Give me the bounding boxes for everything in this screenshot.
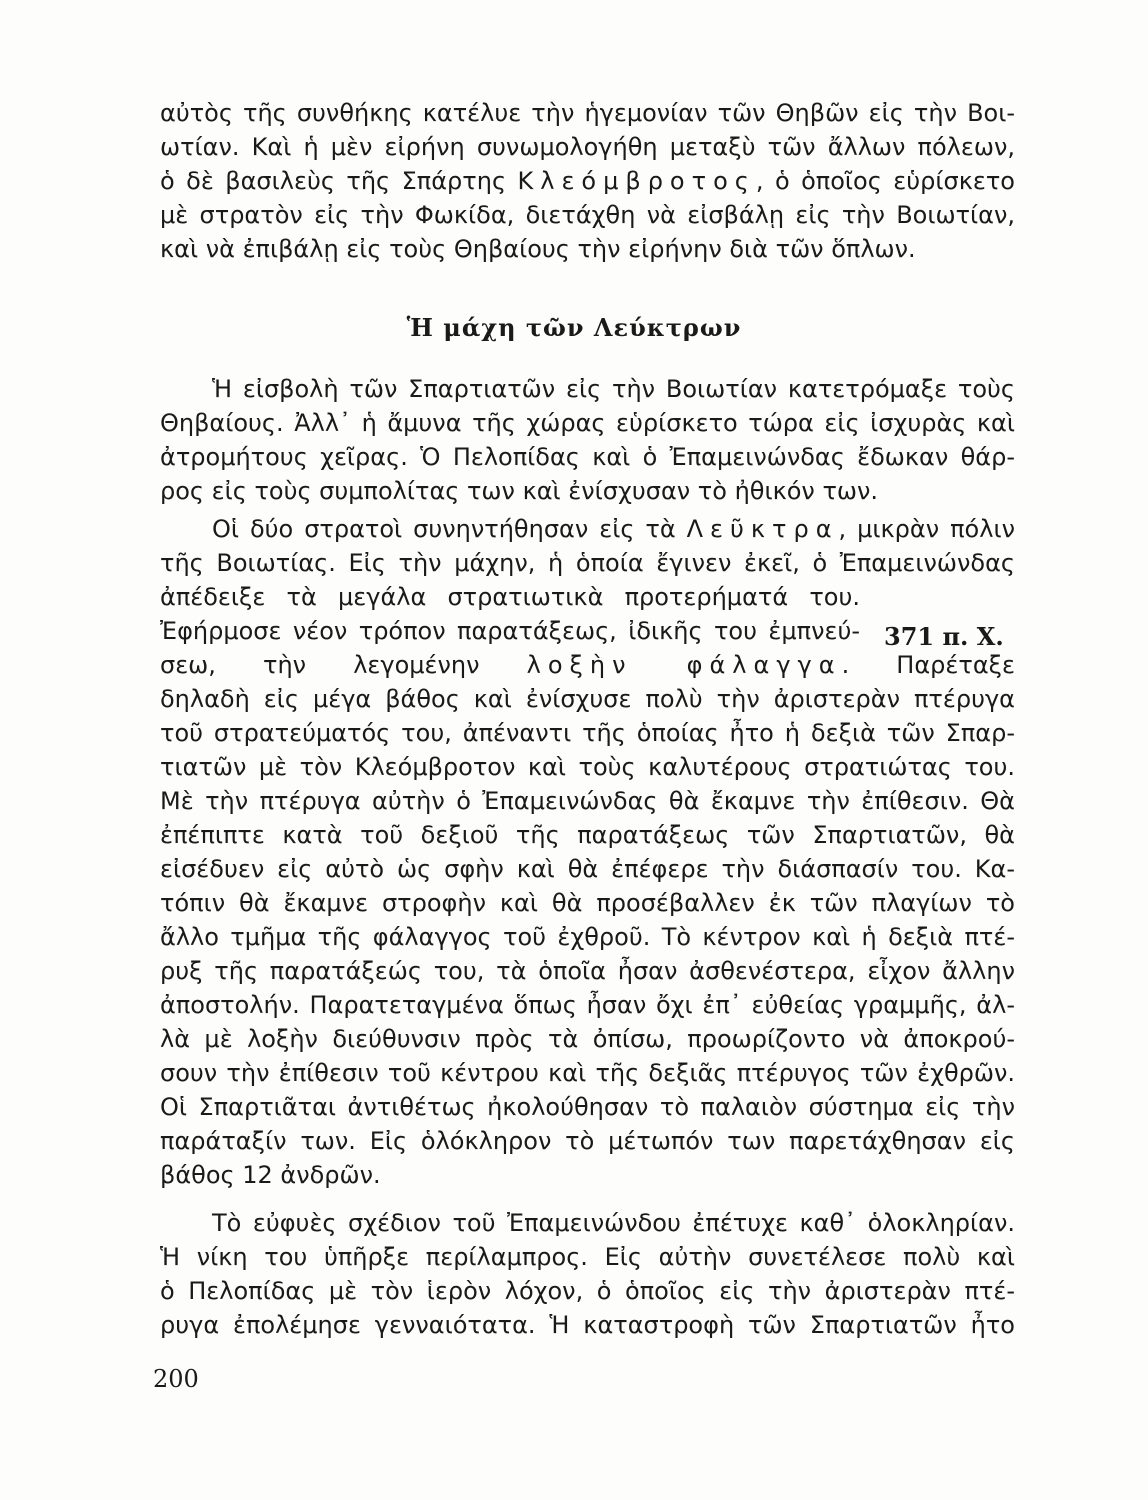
text-line: τοῦ στρατεύματός του, ἀπέναντι τῆς ὁποίας ἦτο ἡ δεξιὰ τῶν Σπαρ- [160,719,1015,747]
text-line: καὶ νὰ ἐπιβάλῃ εἰς τοὺς Θηβαίους τὴν εἰρήνην διὰ τῶν ὅπλων. [160,235,916,263]
text-line: ρυγα ἐπολέμησε γενναιότατα. Ἡ καταστροφὴ τῶν Σπαρτιατῶν ἦτο [160,1311,1015,1339]
text-span: Οἱ δύο στρατοὶ συνηντήθησαν εἰς τὰ [212,515,676,543]
text-line: ἀποστολήν. Παρατεταγμένα ὅπως ἦσαν ὄχι ἐπ᾽ εὐθείας γραμμῆς, ἀλ- [160,991,1015,1019]
text-line: τόπιν θὰ ἔκαμνε στροφὴν καὶ θὰ προσέβαλλεν ἐκ τῶν πλαγίων τὸ [160,889,1015,917]
paragraph-4 [160,1206,1015,1342]
text-line [160,648,1015,682]
text-line: ρος εἰς τοὺς συμπολίτας των καὶ ἐνίσχυσαν τὸ ἠθικόν των. [160,477,879,505]
text-line: δηλαδὴ εἰς μέγα βάθος καὶ ἐνίσχυσε πολὺ τὴν ἀριστερὰν πτέρυγα [160,685,1015,713]
margin-date-note: 371 π. Χ. [876,622,1004,651]
paragraph-2 [160,372,1015,508]
text-span: ὁ δὲ βασιλεὺς τῆς Σπάρτης [160,167,507,195]
text-line [160,164,1015,198]
text-line: παράταξίν των. Εἰς ὁλόκληρον τὸ μέτωπόν των παρετάχθησαν εἰς [160,1127,1015,1155]
text-line: ἄλλο τμῆμα τῆς φάλαγγος τοῦ ἐχθροῦ. Τὸ κέντρον καὶ ἡ δεξιὰ πτέ- [160,923,1015,951]
text-line: ἀτρομήτους χεῖρας. Ὁ Πελοπίδας καὶ ὁ Ἐπαμεινώνδας ἔδωκαν θάρ- [160,443,1015,471]
text-line: Θηβαίους. Ἀλλ᾽ ἡ ἄμυνα τῆς χώρας εὑρίσκετο τώρα εἰς ἰσχυρὰς καὶ [160,409,1015,437]
text-span: . Παρέταξε [841,651,1016,679]
text-line: Μὲ τὴν πτέρυγα αὐτὴν ὁ Ἐπαμεινώνδας θὰ ἔκαμνε τὴν ἐπίθεσιν. Θὰ [160,787,1015,815]
text-line: μὲ στρατὸν εἰς τὴν Φωκίδα, διετάχθη νὰ εἰσβάλῃ εἰς τὴν Βοιωτίαν, [160,201,1015,229]
text-line: τῆς Βοιωτίας. Εἰς τὴν μάχην, ἡ ὁποία ἔγινεν ἐκεῖ, ὁ Ἐπαμεινώνδας [160,549,1015,577]
text-line: ρυξ τῆς παρατάξεώς του, τὰ ὁποῖα ἦσαν ἀσθενέστερα, εἶχον ἄλλην [160,957,1015,985]
spaced-term-loxe-phalanx: λοξὴν φάλαγγα [526,651,842,679]
text-line: βάθος 12 ἀνδρῶν. [160,1161,381,1189]
spaced-place-leuktra: Λεῦκτρα [686,515,839,543]
text-line: ωτίαν. Καὶ ἡ μὲν εἰρήνη συνωμολογήθη μεταξὺ τῶν ἄλλων πόλεων, [160,133,1015,161]
text-line: ἐπέπιπτε κατὰ τοῦ δεξιοῦ τῆς παρατάξεως τῶν Σπαρτιατῶν, θὰ [160,821,1015,849]
text-line: ὁ Πελοπίδας μὲ τὸν ἱερὸν λόχον, ὁ ὁποῖος εἰς τὴν ἀριστερὰν πτέ- [160,1277,1015,1305]
text-line: Ἐφήρμοσε νέον τρόπον παρατάξεως, ἰδικῆς του ἐμπνεύ- [160,617,860,645]
text-line: τιατῶν μὲ τὸν Κλεόμβροτον καὶ τοὺς καλυτέρους στρατιώτας του. [160,753,1015,781]
text-span: , ὁ ὁποῖος εὑρίσκετο [755,167,1015,195]
spaced-name-kleombrotos: Κλεόμβροτος [517,167,756,195]
text-span: σεω, τὴν λεγομένην [160,651,480,679]
page-number: 200 [153,1365,199,1393]
text-span: , μικρὰν πόλιν [838,515,1015,543]
text-line: ἀπέδειξε τὰ μεγάλα στρατιωτικὰ προτερήματά του. [160,583,860,611]
text-line: αὐτὸς τῆς συνθήκης κατέλυε τὴν ἡγεμονίαν τῶν Θηβῶν εἰς τὴν Βοι- [160,99,1015,127]
text-line: εἰσέδυεν εἰς αὐτὸ ὡς σφὴν καὶ θὰ ἐπέφερε τὴν διάσπασίν του. Κα- [160,855,1015,883]
text-line: λὰ μὲ λοξὴν διεύθυνσιν πρὸς τὰ ὀπίσω, προωρίζοντο νὰ ἀποκρού- [160,1025,1015,1053]
section-heading: Ἡ μάχη τῶν Λεύκτρων [406,313,742,342]
text-line [160,512,1015,546]
text-line: Τὸ εὐφυὲς σχέδιον τοῦ Ἐπαμεινώνδου ἐπέτυχε καθ᾽ ὁλοκληρίαν. [212,1209,1015,1237]
text-line: Ἡ νίκη του ὑπῆρξε περίλαμπρος. Εἰς αὐτὴν συνετέλεσε πολὺ καὶ [160,1243,1015,1271]
paragraph-1 [160,96,1015,266]
text-line: σουν τὴν ἐπίθεσιν τοῦ κέντρου καὶ τῆς δεξιᾶς πτέρυγος τῶν ἐχθρῶν. [160,1059,1015,1087]
text-line: Ἡ εἰσβολὴ τῶν Σπαρτιατῶν εἰς τὴν Βοιωτίαν κατετρόμαξε τοὺς [212,375,1015,403]
text-line: Οἱ Σπαρτιᾶται ἀντιθέτως ἠκολούθησαν τὸ παλαιὸν σύστημα εἰς τὴν [160,1093,1015,1121]
paragraph-3 [160,512,1015,1192]
